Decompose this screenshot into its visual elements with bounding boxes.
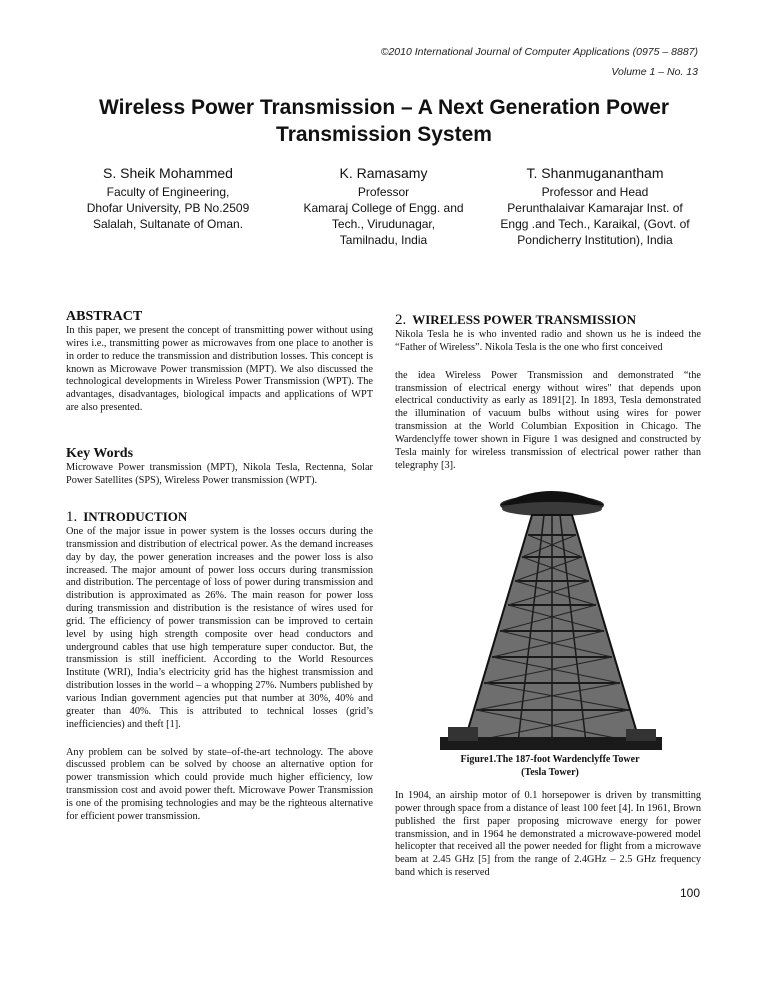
introduction-section <box>66 508 373 824</box>
keywords-heading: Key Words <box>66 446 134 461</box>
paper-title: Wireless Power Transmission – A Next Generation Power Transmission System <box>98 96 670 146</box>
wpt-continuation <box>395 790 701 880</box>
introduction-paragraph: Any problem can be solved by state–of-the-art technology. The above discussed problem can be solved by choose an alternative option for power transmission which could provide much higher efficiency, low transmission cost and avoid power theft. Microwave Power Transmission is one of the promising technologies and may be the righteous alternative for efficient power transmission. <box>66 746 373 822</box>
figure-caption-line: (Tesla Tower) <box>521 767 579 778</box>
introduction-heading <box>66 508 373 526</box>
author-block-1 <box>62 163 274 232</box>
wpt-heading <box>395 311 701 329</box>
section-number: 1. <box>66 509 78 525</box>
author-affiliation-line: Perunthalaivar Kamarajar Inst. of <box>507 201 683 215</box>
keywords-section <box>66 445 373 488</box>
author-block-3 <box>490 163 700 248</box>
wardenclyffe-tower-figure <box>440 485 662 750</box>
section-title: INTRODUCTION <box>83 509 188 524</box>
section-number: 2. <box>395 312 407 328</box>
author-name: T. Shanmuganantham <box>526 165 664 181</box>
author-name: K. Ramasamy <box>339 165 428 181</box>
wpt-paragraph: Nikola Tesla he is who invented radio and shown us he is indeed the “Father of Wireless”. Nikola Tesla is the one who first conceived <box>395 329 701 353</box>
journal-header <box>381 42 698 82</box>
author-affiliation-line: Engg .and Tech., Karaikal, (Govt. of <box>500 217 690 231</box>
figure-caption-line: Figure1.The 187-foot Wardenclyffe Tower <box>460 754 640 765</box>
journal-citation: ©2010 International Journal of Computer Applications (0975 – 8887) <box>380 46 698 58</box>
journal-volume: Volume 1 – No. 13 <box>611 66 698 78</box>
author-affiliation-line: Faculty of Engineering, <box>106 185 230 199</box>
author-affiliation-line: Tech., Virudunagar, <box>331 217 436 231</box>
abstract-section <box>66 308 373 415</box>
wpt-section <box>395 311 701 472</box>
figure-caption <box>410 753 690 779</box>
page-number: 100 <box>679 886 700 900</box>
author-affiliation-line: Pondicherry Institution), India <box>517 233 673 247</box>
author-name: S. Sheik Mohammed <box>103 165 233 181</box>
author-affiliation-line: Dhofar University, PB No.2509 <box>86 201 250 215</box>
keywords-text: Microwave Power transmission (MPT), Nikola Tesla, Rectenna, Solar Power Satellites (SPS), Wireless Power transmission (WPT). <box>66 462 373 486</box>
author-affiliation-line: Kamaraj College of Engg. and <box>303 201 464 215</box>
wpt-paragraph: the idea Wireless Power Transmission and demonstrated “the transmission of electrical energy without wires" that depends upon electrical conductivity as early as 1891[2]. In 1893, Tesla demonstrated the illumination of vacuum bulbs without using wires for power transmission at the World Columbian Exposition in Chicago. The Wardenclyffe tower shown in Figure 1 was designed and constructed by Tesla mainly for wireless transmission of electrical power rather than telegraphy [3]. <box>395 369 701 471</box>
author-block-2 <box>285 163 482 248</box>
introduction-paragraph: One of the major issue in power system is the losses occurs during the transmission and distribution of electrical power. As the demand increases day by day, the power generation increases and the power loss is also increased. The major amount of power loss occurs during transmission and distribution. The percentage of loss of power during transmission and distribution is approximated as 26%. The main reason for power loss during transmission and distribution is the resistance of wires used for grid. The efficiency of power transmission can be improved to certain level by using high strength composite over head conductors and underground cables that use high temperature super conductor. But, the transmission is still inefficient. According to the World Resources Institute (WRI), India’s electricity grid has the highest transmission and distribution losses in the world – a whopping 27%. Numbers published by various Indian government agencies put that number at 30%, 40% and greater than 40%. This is attributed to technical losses (grid’s inefficiencies) and theft [1]. <box>66 526 373 730</box>
author-affiliation-line: Professor <box>357 185 410 199</box>
author-affiliation-line: Tamilnadu, India <box>339 233 428 247</box>
wpt-paragraph: In 1904, an airship motor of 0.1 horsepower is driven by transmitting power through space from a distance of least 100 feet [4]. In 1961, Brown published the first paper proposing microwave energy for power transmission, and in 1964 he demonstrated a microwave-powered model helicopter that received all the power needed for flight from a microwave beam at 2.45 GHz [5] from the range of 2.4GHz – 2.5 GHz frequency band which is reserved <box>395 790 701 879</box>
author-affiliation-line: Salalah, Sultanate of Oman. <box>92 217 244 231</box>
section-title: WIRELESS POWER TRANSMISSION <box>412 312 636 327</box>
author-affiliation-line: Professor and Head <box>541 185 649 199</box>
abstract-text: In this paper, we present the concept of transmitting power without using wires i.e., transmitting power as microwaves from one place to another is in order to reduce the transmission and distribution losses. This concept is known as Microwave Power transmission (MPT). We also discussed the technological developments in Wireless Power Transmission (WPT). The advantages, disadvantages, biological impacts and applications of WPT are also presented. <box>66 325 373 414</box>
abstract-heading: ABSTRACT <box>66 309 143 324</box>
